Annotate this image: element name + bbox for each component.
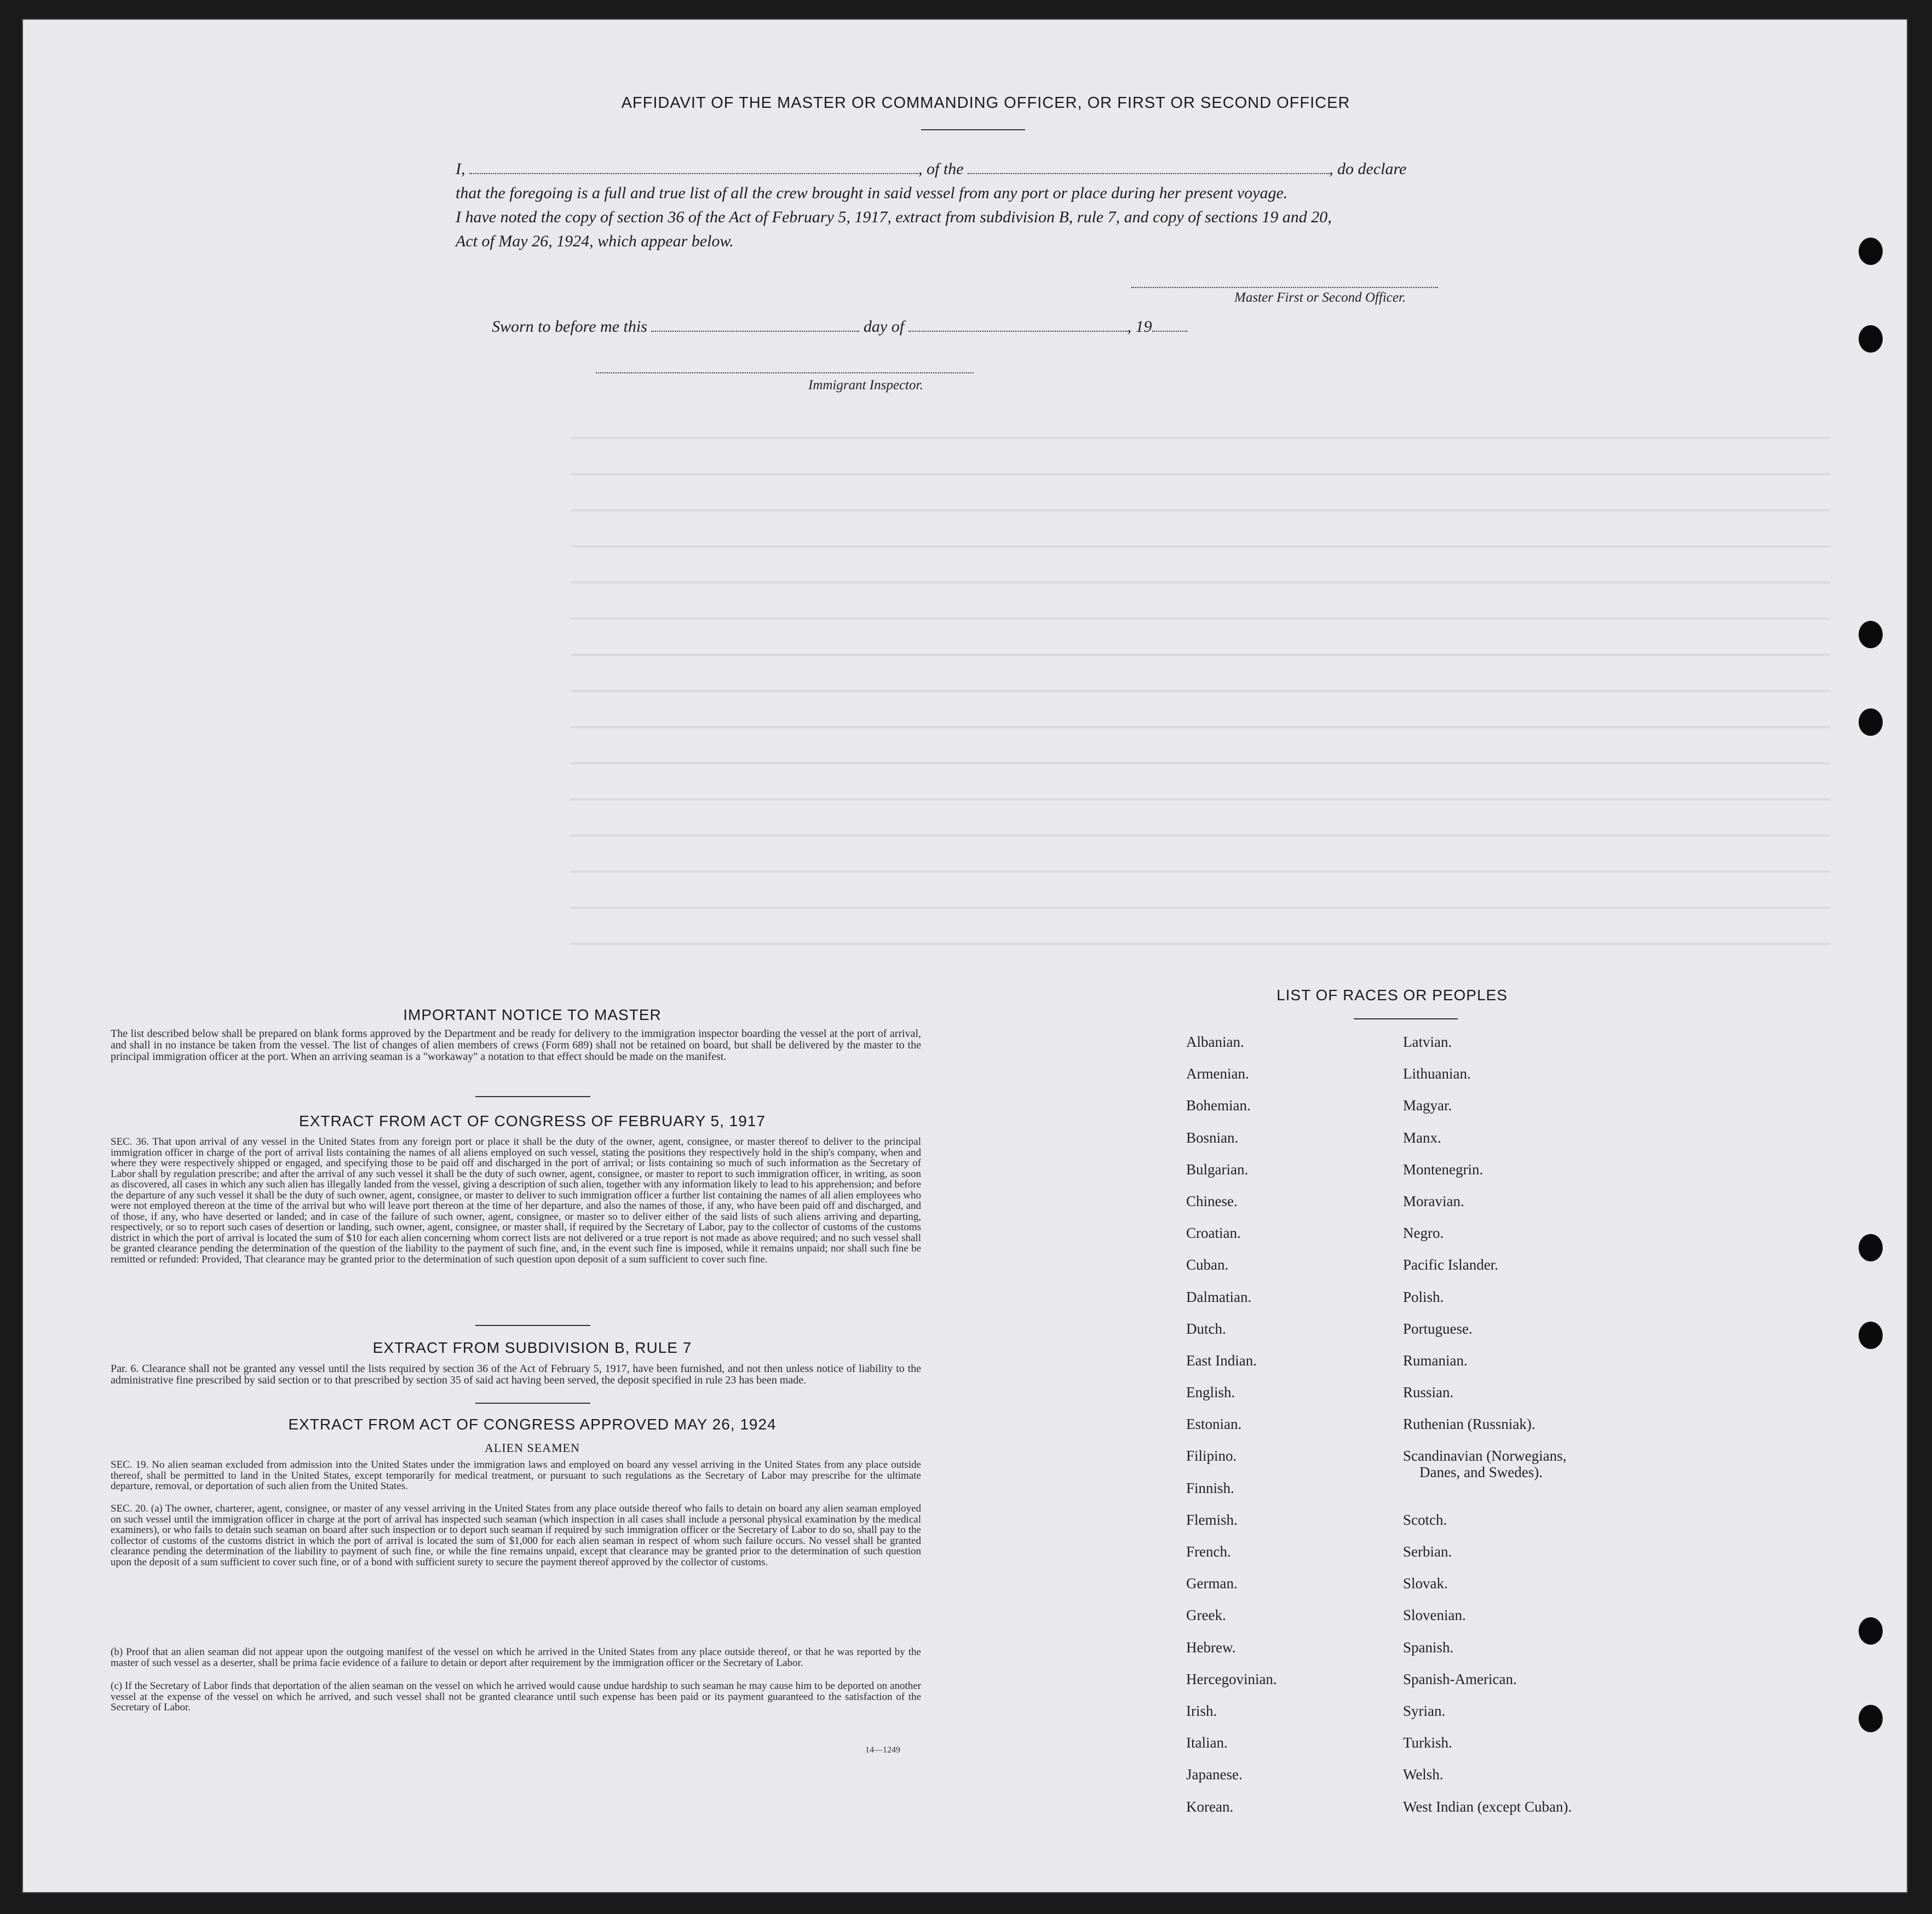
race-item: Spanish. xyxy=(1403,1639,1454,1656)
punch-hole xyxy=(1859,1617,1883,1645)
sworn-day-field[interactable] xyxy=(651,319,859,332)
race-item: Portuguese. xyxy=(1403,1320,1473,1337)
race-item: Danes, and Swedes). xyxy=(1419,1464,1543,1481)
sworn-month-field[interactable] xyxy=(909,319,1128,332)
race-item: Ruthenian (Russniak). xyxy=(1403,1416,1536,1433)
race-item: Polish. xyxy=(1403,1288,1444,1305)
extract-1924-title: EXTRACT FROM ACT OF CONGRESS APPROVED MAY 26, 1924 xyxy=(288,1416,777,1433)
race-item: Spanish-American. xyxy=(1403,1670,1517,1687)
affidavit-title: AFFIDAVIT OF THE MASTER OR COMMANDING OFFICER, OR FIRST OR SECOND OFFICER xyxy=(621,94,1350,112)
extract-rule7-title: EXTRACT FROM SUBDIVISION B, RULE 7 xyxy=(372,1339,692,1356)
race-item: Cuban. xyxy=(1186,1256,1229,1273)
of-the-label: , of the xyxy=(918,160,964,178)
race-item: Finnish. xyxy=(1186,1479,1234,1496)
sec-19-paragraph: SEC. 19. No alien seaman excluded from admission into the United States under the immigration laws and employed on board any vessel arriving in the United States from any place outside thereof, shall be permitted to land in the United States, except temporarily for medical treatment, or pursuant to such regulations as the Secretary of Labor may prescribe for the ultimate departure, removal, or deportation of such alien from the United States. xyxy=(111,1459,921,1492)
race-item: Albanian. xyxy=(1186,1034,1244,1050)
day-of-label: day of xyxy=(863,318,905,336)
section-divider xyxy=(475,1325,590,1326)
sec-20c-paragraph: (c) If the Secretary of Labor finds that deportation of the alien seaman on the vessel on which he arrived would cause undue hardship to such seaman he may cause him to be deported on another vessel at the expense of the vessel on which he arrived, and such vessel shall not be granted clearance until such expense has been paid or its payment guaranteed to the satisfaction of the Secretary of Labor. xyxy=(111,1680,921,1713)
race-item: Bosnian. xyxy=(1186,1129,1239,1146)
form-number: 14—1249 xyxy=(865,1745,900,1755)
race-item: Italian. xyxy=(1186,1734,1228,1751)
race-item: Dalmatian. xyxy=(1186,1288,1252,1305)
race-item: Chinese. xyxy=(1186,1192,1238,1209)
race-item: Flemish. xyxy=(1186,1511,1238,1528)
race-item: German. xyxy=(1186,1575,1238,1592)
race-item: Hebrew. xyxy=(1186,1639,1236,1656)
extract-1924-subtitle: ALIEN SEAMEN xyxy=(485,1441,580,1455)
affidavit-line-3: I have noted the copy of section 36 of the Act of February 5, 1917, extract from subdivision B, rule 7, and copy of sections 19 and 20, xyxy=(456,208,1332,226)
race-item: Lithuanian. xyxy=(1403,1065,1471,1082)
race-item: Russian. xyxy=(1403,1384,1454,1401)
punch-hole xyxy=(1859,325,1883,353)
race-item: Dutch. xyxy=(1186,1320,1226,1337)
race-item: Rumanian. xyxy=(1403,1352,1468,1369)
title-divider xyxy=(921,129,1025,130)
race-item: Serbian. xyxy=(1403,1543,1452,1560)
notice-title: IMPORTANT NOTICE TO MASTER xyxy=(403,1006,662,1023)
race-item: Filipino. xyxy=(1186,1448,1237,1465)
affidavit-line-2: that the foregoing is a full and true list of all the crew brought in said vessel from any port or place during her present voyage. xyxy=(456,184,1288,202)
sworn-label: Sworn to before me this xyxy=(492,318,647,336)
race-item: Welsh. xyxy=(1403,1766,1444,1783)
race-item: Moravian. xyxy=(1403,1192,1464,1209)
sworn-line xyxy=(492,318,1532,336)
race-item: Montenegrin. xyxy=(1403,1161,1484,1178)
race-item: Manx. xyxy=(1403,1129,1441,1146)
master-signature-line[interactable] xyxy=(1131,287,1438,288)
affidavit-declaration-line xyxy=(456,160,1496,178)
punch-hole xyxy=(1859,621,1883,648)
race-item: Estonian. xyxy=(1186,1416,1242,1433)
races-divider xyxy=(1354,1018,1458,1019)
section-divider xyxy=(475,1096,590,1097)
inspector-caption: Immigrant Inspector. xyxy=(808,378,923,393)
extract-1917-body: SEC. 36. That upon arrival of any vessel in the United States from any foreign port or place it shall be the duty of the owner, agent, consignee, or master thereof to deliver to the principal immigration officer in charge of the port of arrival lists containing the names of all aliens employed on such vessel, stating the positions they respectively hold in the ship's company, when and where they were respectively shipped or engaged, and specifying those to be paid off and discharged in the port of arrival; or lists containing so much of such information as the Secretary of Labor shall by regulation prescribe; and after the arrival of any such vessel it shall be the duty of such owner, agent, consignee, or master to report to such immigration officer, in writing, as soon as discovered, all cases in which any such alien has illegally landed from the vessel, giving a description of such alien, together with any information likely to lead to his apprehension; and before the departure of any such vessel it shall be the duty of such owner, agent, consignee, or master to deliver to such immigration officer a further list containing the names of all alien employees who were not employed thereon at the time of the arrival but who will leave port thereon at the time of her departure, and also the names of those, if any, who have been paid off and discharged, and of those, if any, who have deserted or landed; and in case of the failure of such owner, agent, consignee, or master so to deliver either of the said lists of such aliens arriving and departing, respectively, or so to report such cases of desertion or landing, such owner, agent, consignee, or master shall, if required by the Secretary of Labor, pay to the collector of customs of the customs district in which the port of arrival is located the sum of $10 for each alien concerning whom correct lists are not delivered or a true report is not made as above required; and no such vessel shall be granted clearance pending the determination of the question of the liability to the payment of such fine, and, in the event such fine is imposed, while it remains unpaid; nor shall such fine be remitted or refunded: Provided, That clearance may be granted prior to the determination of such question upon deposit of a sum sufficient to cover such fine. xyxy=(111,1136,921,1265)
punch-hole xyxy=(1859,1322,1883,1349)
punch-hole xyxy=(1859,238,1883,265)
bleed-through xyxy=(571,403,1830,978)
race-item: Bohemian. xyxy=(1186,1097,1251,1114)
races-column-2 xyxy=(1403,1034,1572,1830)
extract-1917-title: EXTRACT FROM ACT OF CONGRESS OF FEBRUARY 5, 1917 xyxy=(299,1112,766,1129)
affidavit-i-label: I, xyxy=(456,160,465,178)
race-item: Korean. xyxy=(1186,1798,1234,1815)
punch-hole xyxy=(1859,1705,1883,1732)
inspector-signature-line[interactable] xyxy=(596,372,974,373)
year-prefix-label: , 19 xyxy=(1127,318,1152,336)
race-item: Latvian. xyxy=(1403,1034,1452,1050)
extract-rule7-body: Par. 6. Clearance shall not be granted any vessel until the lists required by section 36 of the Act of February 5, 1917, have been furnished, and not then unless notice of liability to the administrative fine prescribed by said section or to that prescribed by section 35 of said act having been served, the deposit specified in rule 23 has been made. xyxy=(111,1363,921,1386)
sworn-year-field[interactable] xyxy=(1152,319,1187,332)
race-item: French. xyxy=(1186,1543,1231,1560)
race-item: Syrian. xyxy=(1403,1702,1446,1719)
punch-hole xyxy=(1859,708,1883,736)
race-item: Hercegovinian. xyxy=(1186,1670,1277,1687)
race-item: English. xyxy=(1186,1384,1235,1401)
notice-body: The list described below shall be prepared on blank forms approved by the Department and be ready for delivery to the immigration inspector boarding the vessel at the port of arrival, and shall in no instance be taken from the vessel. The list of changes of alien members of crews (Form 689) shall not be retained on board, but shall be delivered by the master to the principal immigration officer at the port. When an arriving seaman is a "workaway" a notation to that effect should be made on the manifest. xyxy=(111,1028,921,1063)
race-item: Scotch. xyxy=(1403,1511,1447,1528)
race-item: Pacific Islander. xyxy=(1403,1256,1498,1273)
section-divider xyxy=(475,1403,590,1404)
race-item: Bulgarian. xyxy=(1186,1161,1249,1178)
affidavit-line-4: Act of May 26, 1924, which appear below. xyxy=(456,232,734,250)
race-item: Irish. xyxy=(1186,1702,1217,1719)
race-item: Turkish. xyxy=(1403,1734,1452,1751)
punch-hole xyxy=(1859,1234,1883,1261)
do-declare-label: , do declare xyxy=(1329,160,1407,178)
race-item: Croatian. xyxy=(1186,1225,1241,1242)
race-item: Slovak. xyxy=(1403,1575,1448,1592)
vessel-name-field[interactable] xyxy=(968,161,1329,174)
race-item: West Indian (except Cuban). xyxy=(1403,1798,1572,1815)
race-item: Japanese. xyxy=(1186,1766,1243,1783)
master-signature-caption: Master First or Second Officer. xyxy=(1234,290,1406,305)
races-title: LIST OF RACES OR PEOPLES xyxy=(1277,987,1508,1004)
race-item: East Indian. xyxy=(1186,1352,1257,1369)
race-item: Negro. xyxy=(1403,1225,1444,1242)
master-name-field[interactable] xyxy=(469,161,918,174)
races-column-1 xyxy=(1186,1034,1277,1830)
sec-20b-paragraph: (b) Proof that an alien seaman did not appear upon the outgoing manifest of the vessel on which he arrived in the United States from any place outside thereof, or that he was reported by the master of such vessel as a deserter, shall be prima facie evidence of a failure to detain or deport after requirement by the immigration officer or the Secretary of Labor. xyxy=(111,1646,921,1669)
race-item: Scandinavian (Norwegians, xyxy=(1403,1448,1567,1465)
sec-20a-paragraph: SEC. 20. (a) The owner, charterer, agent, consignee, or master of any vessel arriving in the United States from any place outside thereof who fails to detain on board any alien seaman employed on such vessel until the immigration officer in charge at the port of arrival has inspected such seaman (which inspection in all cases shall include a personal physical examination by the medical examiners), or who fails to detain such seaman on board after such inspection or to deport such seaman if required by such immigration officer or the Secretary of Labor to do so, shall pay to the collector of customs of the customs district in which the port of arrival is located the sum of $1,000 for each alien seaman in respect of whom such failure occurs. No vessel shall be granted clearance pending the determination of the liability to payment of such fine, or while the fine remains unpaid, except that clearance may be granted prior to the determination of such question upon the deposit of a sum sufficient to cover such fine, or of a bond with sufficient surety to secure the payment thereof approved by the collector of customs. xyxy=(111,1503,921,1568)
race-item: Armenian. xyxy=(1186,1065,1249,1082)
race-item: Slovenian. xyxy=(1403,1607,1466,1624)
race-item: Greek. xyxy=(1186,1607,1226,1624)
document-page xyxy=(23,20,1907,1892)
race-item: Magyar. xyxy=(1403,1097,1452,1114)
